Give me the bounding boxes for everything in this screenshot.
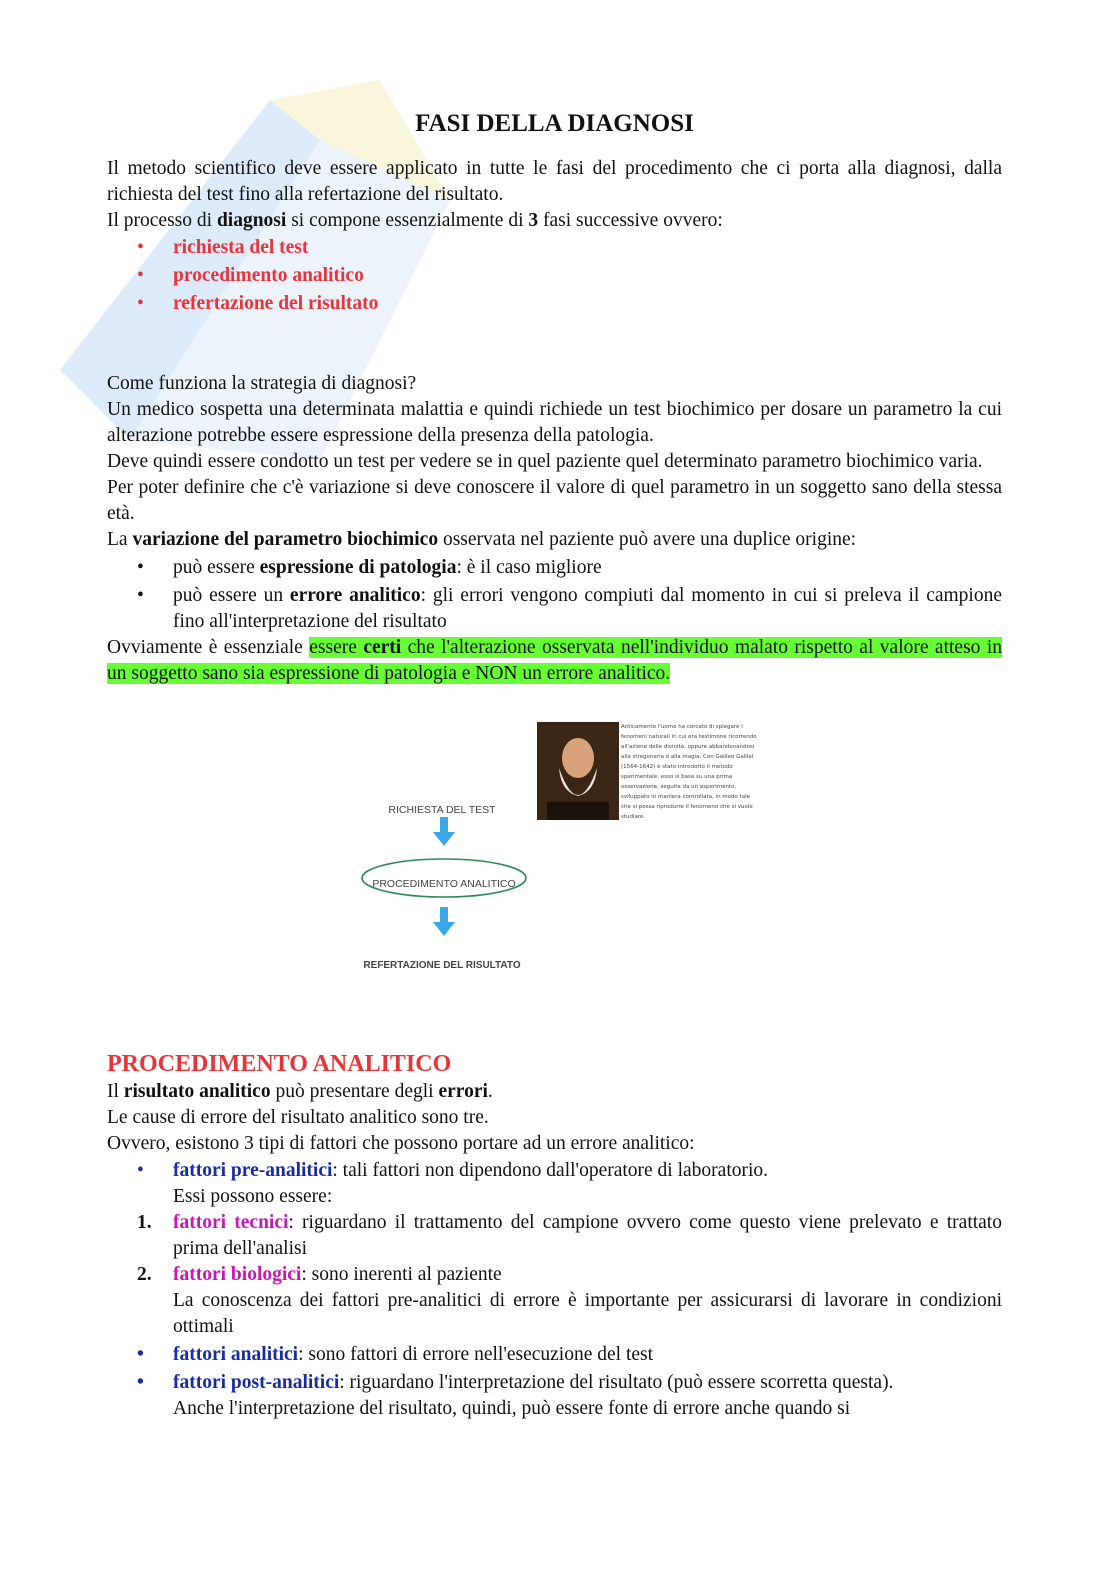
section-heading: PROCEDIMENTO ANALITICO <box>107 1051 452 1077</box>
section-line-1: Il risultato analitico può presentare degli errori. <box>107 1081 493 1102</box>
flow-step-request: RICHIESTA DEL TEST <box>388 804 496 816</box>
list-item: • può essere un errore analitico: gli errori vengono compiuti dal momento in cui si preleva il campione fino all'interpretazione del risultato <box>137 585 1002 632</box>
down-arrow-icon <box>432 907 456 937</box>
list-item: • refertazione del risultato <box>107 291 1002 317</box>
diagnosis-figure <box>107 695 1002 1025</box>
list-item: • può essere espressione di patologia: è il caso migliore <box>107 555 1002 581</box>
highlighted-paragraph: Ovviamente è essenziale essere certi che l'alterazione osservata nell'individuo malato rispetto al valore atteso in un soggetto sano sia espressione di patologia e NON un errore analitico. <box>107 637 1003 684</box>
list-item: 2. fattori biologici: sono inerenti al paziente La conoscenza dei fattori pre-analitici di errore è importante per assicurarsi di lavorare in condizioni ottimali <box>137 1264 1002 1337</box>
figure-caption: Anticamente l'uomo ha cercato di spiegare i fenomeni naturali in cui era testimone ricorrendo all'azione delle divinità, oppure abbandonandosi alla stregoneria o alla magia. Con Galileo Galilei (1564-1642) è stato introdotto il metodo sperimentale: esso si basa su una prima osservazione, seguita da un esperimento, sviluppato in maniera controllata, in modo tale che si possa riprodurre il fenomeno che si vuole studiare. <box>621 724 757 820</box>
bullet-icon: • <box>137 237 144 258</box>
down-arrow-icon <box>432 817 456 847</box>
strategy-paragraph-2: Deve quindi essere condotto un test per vedere se in quel paziente quel determinato parametro biochimico varia. <box>107 451 983 472</box>
page-title: FASI DELLA DIAGNOSI <box>415 110 694 137</box>
bullet-icon: • <box>137 585 144 606</box>
strategy-paragraph-1: Un medico sospetta una determinata malattia e quindi richiede un test biochimico per dosare un parametro la cui alterazione potrebbe essere espressione della presenza della patologia. <box>107 399 1002 446</box>
pre-analytic-subtypes <box>107 1210 1002 1340</box>
bullet-icon: • <box>137 557 144 578</box>
bullet-icon: • <box>137 293 144 314</box>
flow-step-analytical: PROCEDIMENTO ANALITICO <box>372 878 516 890</box>
factors-list-continued <box>107 1342 1002 1422</box>
section-line-2: Le cause di errore del risultato analitico sono tre. <box>107 1107 489 1128</box>
list-item: • richiesta del test <box>107 235 1002 261</box>
bullet-icon: • <box>137 1372 144 1393</box>
list-item: • fattori post-analitici: riguardano l'interpretazione del risultato (può essere scorretta questa). Anche l'interpretazione del risultato, quindi, può essere fonte di errore anche quando si <box>137 1372 894 1419</box>
list-item: 1. fattori tecnici: riguardano il trattamento del campione ovvero come questo viene prelevato e trattato prima dell'analisi <box>137 1212 1002 1259</box>
phases-list <box>107 235 1002 317</box>
list-item: • fattori pre-analitici: tali fattori non dipendono dall'operatore di laboratorio. Essi possono essere: <box>137 1160 769 1207</box>
strategy-paragraph-3: Per poter definire che c'è variazione si deve conoscere il valore di quel parametro in un soggetto sano della stessa età. <box>107 477 1002 524</box>
section-line-3: Ovvero, esistono 3 tipi di fattori che possono portare ad un errore analitico: <box>107 1133 695 1154</box>
flow-step-report: REFERTAZIONE DEL RISULTATO <box>363 960 521 971</box>
factors-list <box>107 1158 1002 1210</box>
intro-phases-sentence: Il processo di diagnosi si compone essenzialmente di 3 fasi successive ovvero: <box>107 210 723 231</box>
highlight: essere certi che l'alterazione osservata nell'individuo malato rispetto al valore atteso in un soggetto sano sia espressione di patologia e NON un errore analitico. <box>107 637 1003 684</box>
origin-list <box>107 555 1002 635</box>
bullet-icon: • <box>137 1160 144 1181</box>
strategy-paragraph-4: La variazione del parametro biochimico osservata nel paziente può avere una duplice origine: <box>107 529 857 550</box>
portrait-image <box>537 722 619 820</box>
intro-paragraph: Il metodo scientifico deve essere applicato in tutte le fasi del procedimento che ci porta alla diagnosi, dalla richiesta del test fino alla refertazione del risultato. <box>107 158 1002 205</box>
bullet-icon: • <box>137 1344 144 1365</box>
bullet-icon: • <box>137 265 144 286</box>
document-page <box>107 106 1002 1422</box>
list-item: • fattori analitici: sono fattori di errore nell'esecuzione del test <box>107 1342 1002 1368</box>
strategy-question: Come funziona la strategia di diagnosi? <box>107 373 417 394</box>
list-item: • procedimento analitico <box>107 263 1002 289</box>
